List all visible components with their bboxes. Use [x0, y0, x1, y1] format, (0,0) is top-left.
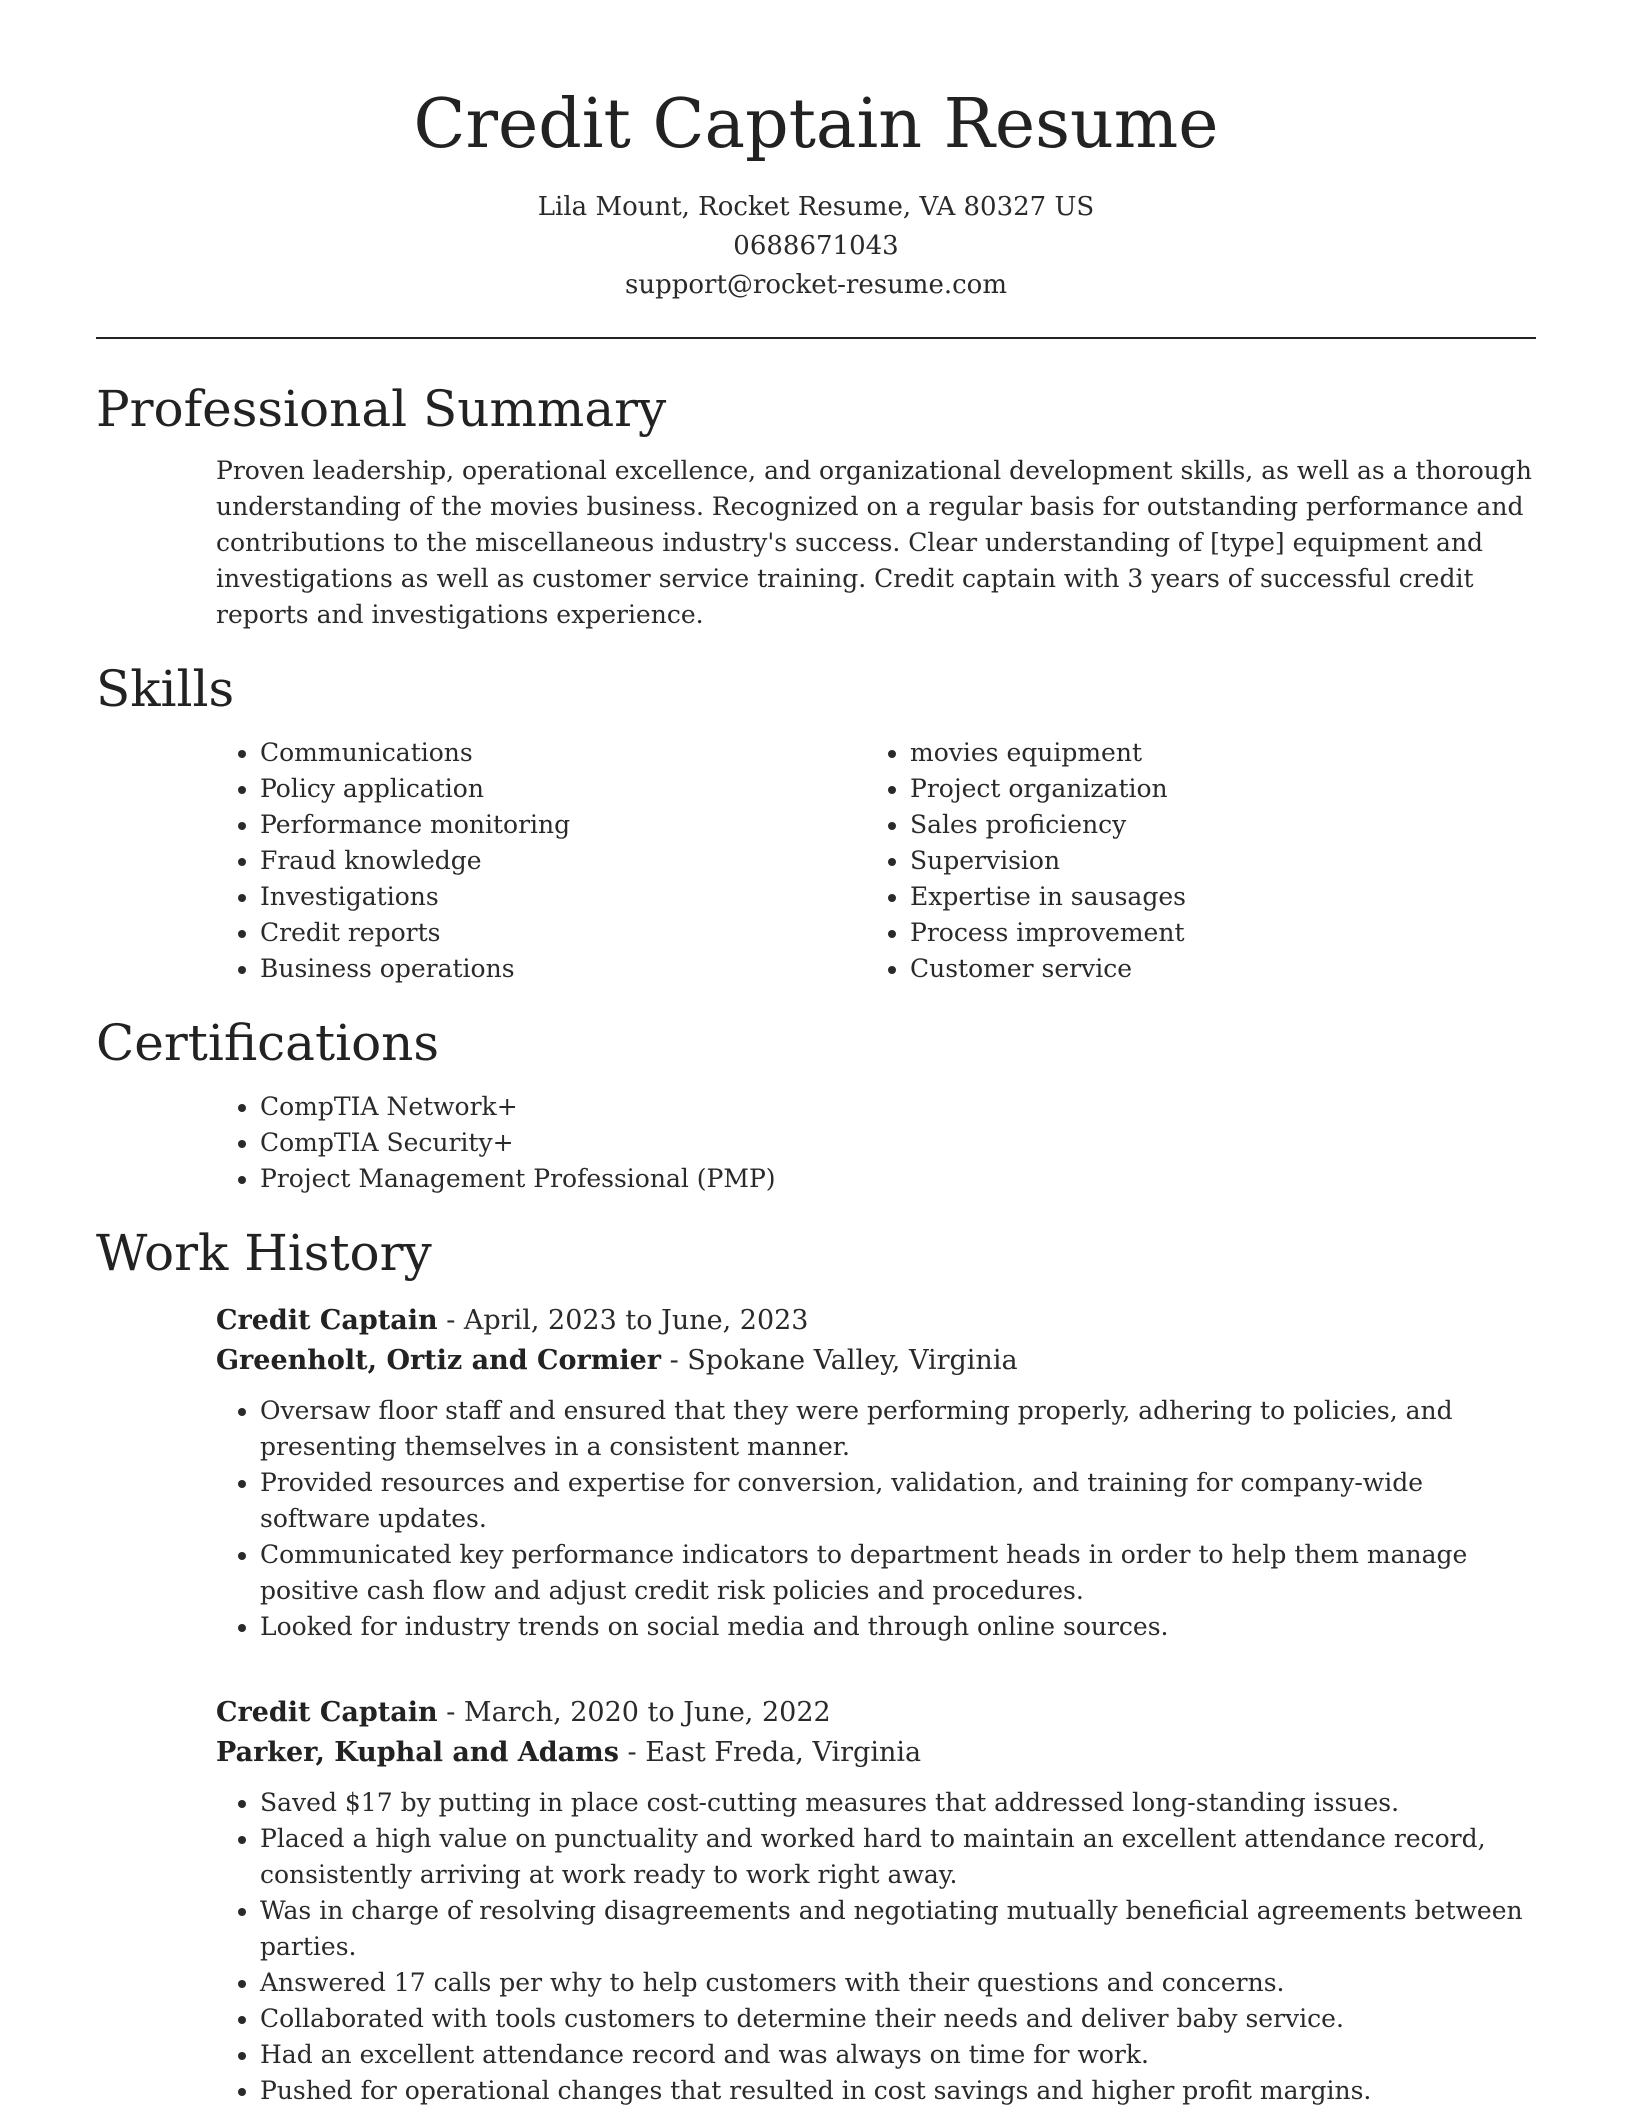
work-history-section	[96, 1223, 1536, 2109]
job-company-line: Parker, Kuphal and Adams - East Freda, Virginia	[216, 1737, 922, 1769]
skill-item: • Sales proficiency	[910, 807, 1446, 843]
job-bullet: • Communicated key performance indicators to department heads in order to help them manage positive cash flow and adjust credit risk policies and procedures.	[260, 1537, 1536, 1609]
job-dates: March, 2020 to June, 2022	[463, 1697, 831, 1729]
certification-item: • CompTIA Network+	[260, 1089, 1536, 1125]
resume-header	[96, 0, 1536, 305]
job-bullet: • Collaborated with tools customers to determine their needs and deliver baby service.	[260, 2001, 1536, 2037]
skill-item: • Expertise in sausages	[910, 879, 1446, 915]
professional-summary-heading: Professional Summary	[96, 380, 667, 439]
job-bullet: • Had an excellent attendance record and was always on time for work.	[260, 2037, 1536, 2073]
job-title: Credit Captain	[216, 1305, 438, 1337]
job-entry	[216, 1301, 1536, 1645]
job-bullet: • Provided resources and expertise for conversion, validation, and training for company-wide software updates.	[260, 1465, 1536, 1537]
job-company: Greenholt, Ortiz and Cormier	[216, 1345, 661, 1377]
certifications-section	[96, 1013, 1536, 1197]
job-bullet: • Was in charge of resolving disagreements and negotiating mutually beneficial agreements between parties.	[260, 1893, 1536, 1965]
job-bullet: • Saved $17 by putting in place cost-cutting measures that addressed long-standing issues.	[260, 1785, 1536, 1821]
job-title-line: Credit Captain - March, 2020 to June, 2022	[216, 1697, 831, 1729]
job-bullets	[216, 1785, 1536, 2109]
header-divider	[96, 337, 1536, 339]
job-location: East Freda, Virginia	[645, 1737, 922, 1769]
job-company-line: Greenholt, Ortiz and Cormier - Spokane Valley, Virginia	[216, 1345, 1018, 1377]
contact-address: Lila Mount, Rocket Resume, VA 80327 US	[537, 192, 1095, 223]
skill-item: • Supervision	[910, 843, 1446, 879]
skill-item: • Process improvement	[910, 915, 1446, 951]
skills-list-right	[746, 735, 1446, 987]
contact-email: support@rocket-resume.com	[624, 270, 1007, 301]
certification-item: • Project Management Professional (PMP)	[260, 1161, 1536, 1197]
skill-item: • Project organization	[910, 771, 1446, 807]
skill-item: • Customer service	[910, 951, 1446, 987]
certifications-heading: Certifications	[96, 1014, 440, 1073]
job-title: Credit Captain	[216, 1697, 438, 1729]
work-history-heading: Work History	[96, 1224, 432, 1283]
skills-list-left	[96, 735, 746, 987]
skill-item: • Credit reports	[260, 915, 746, 951]
skill-item: • Business operations	[260, 951, 746, 987]
certification-item: • CompTIA Security+	[260, 1125, 1536, 1161]
skill-item: • Communications	[260, 735, 746, 771]
skill-item: • Policy application	[260, 771, 746, 807]
professional-summary-text: Proven leadership, operational excellence, and organizational development skills, as well as a thorough understanding of the movies business. Recognized on a regular basis for outstanding performance and contributions to the miscellaneous industry's success. Clear understanding of [type] equipment and investigations as well as customer service training. Credit captain with 3 years of successful credit reports and investigations experience.	[216, 456, 1532, 630]
job-company: Parker, Kuphal and Adams	[216, 1737, 619, 1769]
job-bullet: • Oversaw floor staff and ensured that they were performing properly, adhering to policies, and presenting themselves in a consistent manner.	[260, 1393, 1536, 1465]
job-dates: April, 2023 to June, 2023	[463, 1305, 809, 1337]
job-entry	[216, 1693, 1536, 2109]
skill-item: • Fraud knowledge	[260, 843, 746, 879]
skill-item: • Investigations	[260, 879, 746, 915]
job-bullet: • Answered 17 calls per why to help customers with their questions and concerns.	[260, 1965, 1536, 2001]
skill-item: • movies equipment	[910, 735, 1446, 771]
resume-title: Credit Captain Resume	[413, 85, 1219, 164]
job-bullets	[216, 1393, 1536, 1645]
professional-summary-section	[96, 379, 1536, 633]
skills-columns	[96, 735, 1536, 987]
skills-heading: Skills	[96, 660, 235, 719]
skill-item: • Performance monitoring	[260, 807, 746, 843]
job-location: Spokane Valley, Virginia	[687, 1345, 1018, 1377]
certifications-list	[96, 1089, 1536, 1197]
job-bullet: • Looked for industry trends on social media and through online sources.	[260, 1609, 1536, 1645]
job-title-line: Credit Captain - April, 2023 to June, 2023	[216, 1305, 809, 1337]
job-bullet: • Placed a high value on punctuality and worked hard to maintain an excellent attendance record, consistently arriving at work ready to work right away.	[260, 1821, 1536, 1893]
contact-phone: 0688671043	[733, 231, 899, 262]
job-bullet: • Pushed for operational changes that resulted in cost savings and higher profit margins.	[260, 2073, 1536, 2109]
skills-section	[96, 659, 1536, 987]
